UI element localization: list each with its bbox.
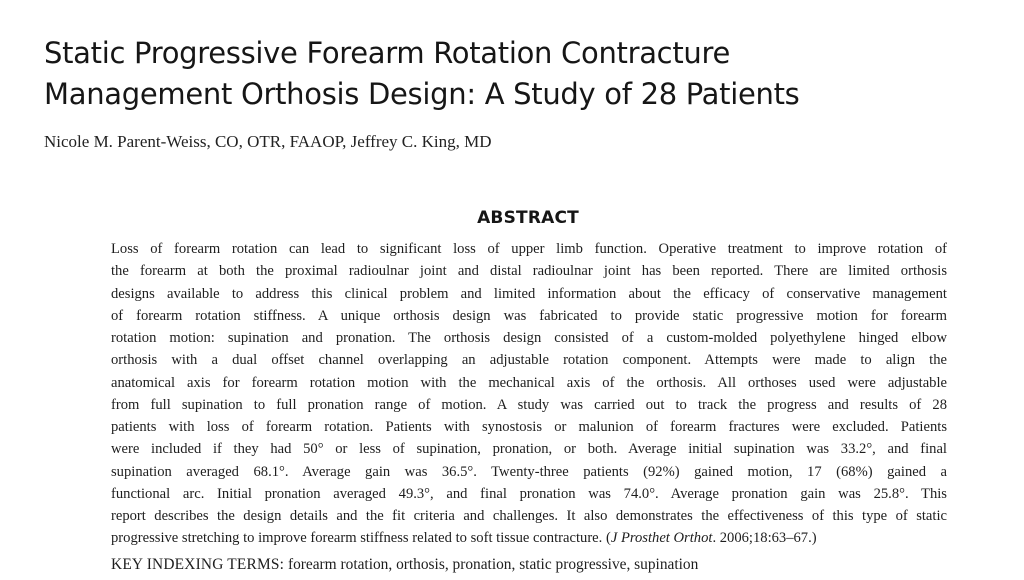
- key-indexing-values: forearm rotation, orthosis, pronation, static progressive, supination: [287, 556, 699, 573]
- abstract-line: the forearm at both the proximal radioulnar joint and distal radioulnar joint has been reported. There are limited orthosis: [111, 263, 947, 280]
- abstract-line: rotation motion: supination and pronation. The orthosis design consisted of a custom-molded polyethylene hinged elbow: [111, 330, 947, 346]
- abstract-line: Loss of forearm rotation can lead to significant loss of upper limb function. Operative treatment to improve rotation of: [111, 241, 947, 257]
- citation-journal: J Prosthet Orthot: [610, 530, 713, 547]
- author-list: Nicole M. Parent-Weiss, CO, OTR, FAAOP, Jeffrey C. King, MD: [44, 132, 492, 151]
- abstract-last-line-text: progressive stretching to improve forearm stiffness related to soft tissue contracture. (: [111, 530, 611, 547]
- abstract-body: [111, 238, 947, 550]
- abstract-line: patients with loss of forearm rotation. Patients with synostosis or malunion of forearm fractures were excluded. Patients: [111, 419, 947, 435]
- abstract-line: supination averaged 68.1°. Average gain was 36.5°. Twenty-three patients (92%) gained motion, 17 (68%) gained a: [111, 463, 947, 480]
- abstract-line: from full supination to full pronation range of motion. A study was carried out to track the progress and results of 28: [111, 396, 947, 413]
- article-title-line: Management Orthosis Design: A Study of 28 Patients: [44, 77, 800, 111]
- abstract-line: of forearm rotation stiffness. A unique orthosis design was fabricated to provide static progressive motion for forearm: [111, 307, 947, 324]
- abstract-heading: ABSTRACT: [477, 208, 579, 228]
- abstract-line: anatomical axis for forearm rotation motion with the mechanical axis of the orthosis. All orthoses used were adjustable: [111, 374, 947, 391]
- key-indexing-label: KEY INDEXING TERMS:: [111, 556, 285, 573]
- abstract-line: were included if they had 50° or less of supination, pronation, or both. Average initial supination was 33.2°, and final: [111, 441, 947, 458]
- abstract-line: functional arc. Initial pronation averaged 49.3°, and final pronation was 74.0°. Average pronation gain was 25.8°. This: [111, 485, 947, 502]
- key-indexing-terms: [111, 555, 698, 575]
- abstract-last-line: [111, 527, 947, 549]
- article-title: [44, 33, 984, 115]
- abstract-line: report describes the design details and the fit criteria and challenges. It also demonstrates the effectiveness of this type of static: [111, 508, 947, 524]
- abstract-line: designs available to address this clinical problem and limited information about the efficacy of conservative management: [111, 285, 947, 302]
- article-title-line: Static Progressive Forearm Rotation Contracture: [44, 36, 731, 70]
- abstract-line: orthosis with a dual offset channel overlapping an adjustable rotation component. Attempts were made to align the: [111, 352, 947, 369]
- citation-details: . 2006;18:63–67.): [712, 530, 817, 547]
